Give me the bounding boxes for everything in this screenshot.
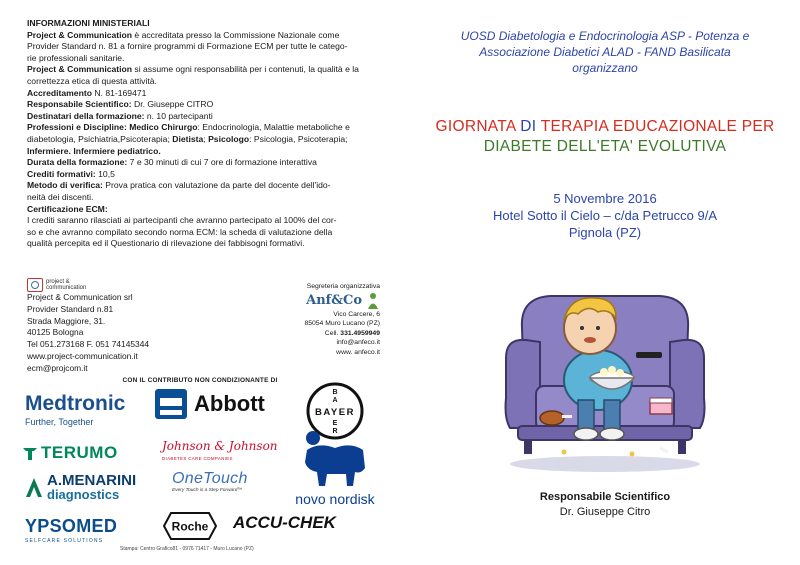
info-line	[27, 64, 379, 76]
terumo-logo: TERUMO	[22, 443, 152, 463]
info-line	[27, 180, 379, 192]
info-line	[27, 169, 379, 181]
menarini-logo: A.MENARINI diagnostics	[25, 473, 155, 501]
medtronic-logo: Medtronic Further, Together	[25, 392, 126, 427]
info-text: correttezza etica di questa attività.	[27, 75, 157, 86]
pc-logo-line2: communication	[46, 285, 87, 291]
ministerial-info	[27, 18, 379, 250]
info-line	[27, 238, 379, 250]
info-text: : Endocrinologia, Malattie metaboliche e	[197, 122, 350, 133]
child-on-sofa-illustration	[500, 268, 710, 478]
info-text: : Psicologia, Psicoterapia;	[249, 133, 348, 144]
info-line	[27, 146, 379, 158]
info-text: Destinatari della formazione:	[27, 110, 145, 121]
info-text: Metodo di verifica:	[27, 180, 103, 191]
info-line	[27, 41, 379, 53]
title-line-2: DIABETE DELL'ETA' EVOLUTIVA	[483, 138, 727, 155]
johnson-johnson-logo: Johnson & Johnson DIABETES CARE COMPANIES	[162, 439, 278, 461]
roche-hexagon-icon	[163, 512, 217, 540]
info-text: ;	[203, 133, 209, 144]
info-text: si assume ogni responsabilità per i contenuti, la qualità e la	[132, 64, 359, 75]
secretariat-city: 85054 Muro Lucano (PZ)	[304, 320, 380, 328]
info-text: n. 10 partecipanti	[144, 110, 213, 121]
info-line	[27, 157, 379, 169]
info-text: neità dei discenti.	[27, 191, 94, 202]
info-line	[27, 88, 379, 100]
organizing-secretariat	[290, 282, 380, 358]
info-text: Project & Communication	[27, 64, 133, 75]
pc-address-line: 40125 Bologna	[27, 327, 84, 338]
anfco-figure-icon	[366, 292, 380, 310]
responsible-name: Dr. Giuseppe Citro	[559, 506, 651, 518]
info-text: Durata della formazione:	[27, 157, 128, 168]
event-city: Pignola (PZ)	[568, 225, 642, 240]
scientific-responsible	[430, 490, 780, 520]
novo-nordisk-bull-icon	[299, 428, 371, 490]
info-text: 7 e 30 minuti di cui 7 ore di formazione interattiva	[127, 157, 317, 168]
roche-logo-text: Roche	[171, 519, 209, 534]
info-text: I crediti saranno rilasciati ai partecipanti che avranno partecipato al 100% del cor-	[27, 215, 337, 226]
secretariat-website: www. anfeco.it	[336, 348, 380, 356]
svg-text:E: E	[332, 420, 338, 427]
organizers	[430, 28, 780, 76]
info-text: Infermiere. Infermiere pediatrico.	[27, 145, 161, 156]
info-text: 10,5	[95, 168, 115, 179]
organizer-line: Associazione Diabetici ALAD - FAND Basilicata	[479, 45, 731, 59]
info-line	[27, 204, 379, 216]
secretariat-email: info@anfeco.it	[336, 339, 380, 347]
ypsomed-logo: YPSOMED SELFCARE SOLUTIONS	[25, 516, 118, 544]
info-text: Dr. Giuseppe CITRO	[131, 99, 214, 110]
secretariat-address: Vico Carcere, 6	[333, 310, 380, 318]
info-text: Psicologo	[208, 133, 250, 144]
info-text: INFORMAZIONI MINISTERIALI	[27, 18, 150, 28]
abbott-logo: Abbott	[154, 388, 274, 420]
title-word: GIORNATA	[435, 118, 516, 135]
sponsors-heading: CON IL CONTRIBUTO NON CONDIZIONANTE DI	[122, 377, 278, 384]
info-text: Crediti formativi:	[27, 168, 96, 179]
organizer-line: organizzano	[572, 61, 638, 75]
title-word: DI	[515, 118, 541, 135]
pc-address-line: Provider Standard n.81	[27, 303, 114, 314]
anfco-logo-text: Anf&Co	[306, 292, 362, 308]
info-text: Responsabile Scientifico:	[27, 99, 132, 110]
info-line	[27, 99, 379, 111]
title-word: EDUCAZIONALE PER	[608, 118, 775, 135]
info-text: è accreditata presso la Commissione Nazionale come	[132, 29, 340, 40]
accu-chek-logo: ACCU-CHEK	[233, 513, 336, 532]
info-line	[27, 227, 379, 239]
event-details	[430, 190, 780, 241]
onetouch-logo: OneTouch Every Touch is a Step Forward™	[172, 470, 248, 493]
pc-logo-line1: project &	[46, 278, 70, 285]
anfco-logo	[290, 292, 380, 310]
organizer-line: UOSD Diabetologia e Endocrinologia ASP - Potenza e	[460, 29, 750, 43]
info-text: Professioni e Discipline: Medico Chirurgo	[27, 122, 198, 133]
info-text: diabetologia, Psichiatria,Psicoterapia;	[27, 133, 173, 144]
info-line	[27, 111, 379, 123]
info-line	[27, 134, 379, 146]
printer-credit: Stampa: Centro Grafico81 - 0976 71417 - Muro Lucano (PZ)	[120, 546, 254, 552]
responsible-label: Responsabile Scientifico	[539, 491, 671, 503]
info-text: Certificazione ECM:	[27, 203, 108, 214]
info-text: Dietista	[172, 133, 204, 144]
pc-address-line: Strada Maggiore, 31.	[27, 315, 106, 326]
info-heading	[27, 18, 379, 30]
info-line	[27, 122, 379, 134]
info-text: Provider Standard n. 81 a fornire programmi di Formazione ECM per tutte le catego-	[27, 41, 348, 52]
info-line	[27, 30, 379, 42]
abbott-mark-icon	[154, 388, 188, 420]
info-text: Project & Communication	[27, 29, 133, 40]
info-text: so e che avranno compilato secondo norma ECM: la scheda di valutazione della	[27, 226, 333, 237]
info-line	[27, 192, 379, 204]
svg-text:B: B	[332, 389, 338, 396]
svg-text:A: A	[332, 397, 338, 404]
pc-website: www.project-communication.it	[27, 350, 138, 361]
info-text: rie professionali sanitarie.	[27, 52, 125, 63]
roche-logo	[163, 512, 217, 540]
menarini-mark-icon	[25, 476, 43, 498]
svg-text:R: R	[332, 428, 338, 435]
event-venue: Hotel Sotto il Cielo – c/da Petrucco 9/A	[492, 208, 717, 223]
info-text: qualità percepita ed il Questionario di rilevazione dei fabbisogni formativi.	[27, 238, 305, 249]
svg-text:BAYER: BAYER	[315, 407, 355, 418]
pc-address-line: Project & Communication srl	[27, 292, 133, 302]
info-text: Prova pratica con valutazione da parte del docente dell'ido-	[102, 180, 331, 191]
info-text: Accreditamento	[27, 87, 92, 98]
pc-logo-icon	[27, 278, 43, 292]
info-line	[27, 53, 379, 65]
secretariat-label: Segreteria organizzativa	[306, 283, 380, 290]
info-line	[27, 215, 379, 227]
novo-nordisk-logo: novo nordisk	[285, 428, 385, 507]
title-word: TERAPIA	[540, 118, 609, 135]
pc-email: ecm@projcom.it	[27, 362, 88, 373]
event-title	[420, 117, 790, 157]
event-date: 5 Novembre 2016	[553, 191, 657, 206]
info-text: N. 81-169471	[91, 87, 147, 98]
terumo-mark-icon	[22, 445, 38, 461]
secretariat-cell: Cell. 331.4959949	[324, 329, 380, 337]
pc-address-line: Tel 051.273168 F. 051 74145344	[27, 339, 150, 350]
info-line	[27, 76, 379, 88]
